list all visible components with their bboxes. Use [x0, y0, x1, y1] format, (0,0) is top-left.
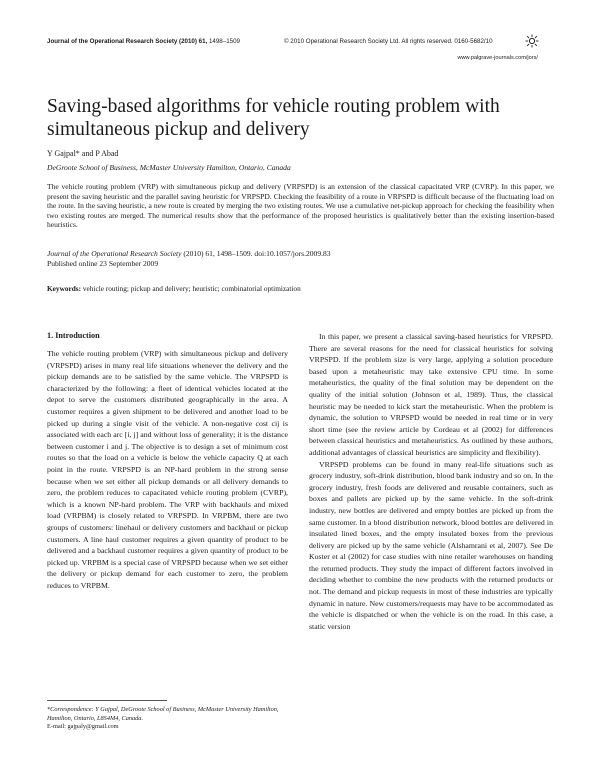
footnote-text: Y Gajpal, DeGroote School of Business, McMaster University Hamilton, Hamilton, Ontario, L8S4M4, Canada. [47, 706, 279, 722]
published-date: Published online 23 September 2009 [47, 259, 159, 268]
intro-paragraph-2: In this paper, we present a classical saving-based heuristics for VRPSPD. There are several reasons for the need for classical heuristics for solving VRPSPD. If the problem size is very large, applying a solution procedure based upon a metaheuristic may take extensive CPU time. In some metaheuristics, the quality of the final solution may be dependent on the quality of the initial solution (Johnson et al, 1989). Thus, the classical heuristic may be needed to kick start the metaheuristic. When the problem is dynamic, the solution to VRPSPD would be needed in real time or in very short time (see the review article by Cordeau et al (2002) for differences between classical heuristics and metaheuristics. As outlined by these authors, additional advantages of classical heuristics are simplicity and flexibility). [309, 332, 553, 457]
citation-line [47, 249, 554, 259]
right-column [309, 331, 553, 632]
citation-journal: Journal of the Operational Research Society [47, 249, 182, 258]
journal-name: Journal of the Operational Research Society (2010) 61, [47, 38, 208, 45]
keywords [47, 284, 301, 293]
footnote-divider [47, 700, 167, 701]
citation-details: (2010) 61, 1498–1509. doi:10.1057/jors.2009.83 [181, 249, 331, 258]
left-column [47, 331, 288, 591]
author-affiliation: DeGroote School of Business, McMaster University Hamilton, Ontario, Canada [47, 163, 291, 172]
article-authors: Y Gajpal* and P Abad [47, 149, 119, 158]
abstract: The vehicle routing problem (VRP) with simultaneous pickup and delivery (VRPSPD) is an extension of the classical capacitated VRP (CVRP). In this paper, we present the saving heuristic and the parallel saving heuristic for VRPSPD. Checking the feasibility of a route in VRPSPD is difficult because of the fluctuating load on the route. In the saving heuristic, a new route is created by merging the two existing routes. We use a cumulative net-pickup approach for checking the feasibility when two existing routes are merged. The numerical results show that the performance of the proposed heuristics is qualitatively better than the existing insertion-based heuristics. [47, 182, 554, 230]
journal-url[interactable]: www.palgrave-journals.com/jors/ [457, 55, 538, 61]
keywords-label: Keywords: [47, 284, 82, 293]
section-heading: 1. Introduction [47, 331, 100, 340]
footnote-label: *Correspondence: [47, 706, 94, 713]
journal-header [47, 38, 240, 45]
keywords-list: vehicle routing; pickup and delivery; heuristic; combinatorial optimization [81, 284, 301, 293]
intro-paragraph-1: The vehicle routing problem (VRP) with simultaneous pickup and delivery (VRPSPD) arises in many real life situations whenever the delivery and the pickup demands are to be satisfied by the same vehicle. The VRPSPD is characterized by the following: a fleet of identical vehicles located at the depot to serve the customers distributed geographically in the area. A customer requires a given shipment to be delivered and another load to be picked up during a single visit of the vehicle. A non-negative cost cij is associated with each arc [i, j] and without loss of generality; it is the distance between customer i and j. The objective is to design a set of minimum cost routes so that the load on a vehicle is below the vehicle capacity Q at each point in the route. VRPSPD is an NP-hard problem in the strong sense because when we set either all pickup demands or all delivery demands to zero, the problem reduces to capacitated vehicle routing problem (CVRP), which is a known NP-hard problem. The VRP with backhauls and mixed load (VRPBM) is closely related to VRPSPD. In VRPBM, there are two groups of customers: linehaul or delivery customers and backhaul or pickup customers. A line haul customer requires a given quantity of product to be delivered and a backhaul customer requires a given quantity of product to be picked up. VRPBM is a special case of VRPSPD because when we set either the delivery or pickup demand for each customer to zero, the problem reduces to VRPBM. [47, 349, 288, 590]
intro-paragraph-3: VRPSPD problems can be found in many real-life situations such as grocery industry, soft-drink distribution, blood bank industry and so on. In the grocery industry, fresh foods are delivered and reusable containers, such as boxes and pallets are picked up by the same vehicle. In the soft-drink industry, new bottles are delivered and empty bottles are picked up from the same customer. In a blood distribution network, blood bottles are delivered in insulated lined boxes, and the empty insulated boxes from the previous delivery are picked up by the same vehicle (Alshamrani et al, 2007). See De Koster et al (2002) for case studies with nine retailer warehouses on handing the returned products. They study the impact of different factors involved in deciding whether to combine the new products with the returned products or not. The demand and pickup requests in most of these industries are typically dynamic in nature. New customers/requests may have to be accommodated as the vehicle is dispatched or when the vehicle is on the road. In this case, a static version [309, 459, 553, 631]
ors-sun-logo-icon [525, 34, 539, 48]
copyright-notice: © 2010 Operational Research Society Ltd. All rights reserved. 0160-5682/10 [284, 38, 493, 45]
footnote-email[interactable]: E-mail: gajpaly@gmail.com [47, 723, 119, 731]
journal-pages: 1498–1509 [208, 38, 240, 45]
correspondence-footnote [47, 706, 288, 732]
article-title: Saving-based algorithms for vehicle routing problem with simultaneous pickup and delivery [47, 96, 500, 140]
